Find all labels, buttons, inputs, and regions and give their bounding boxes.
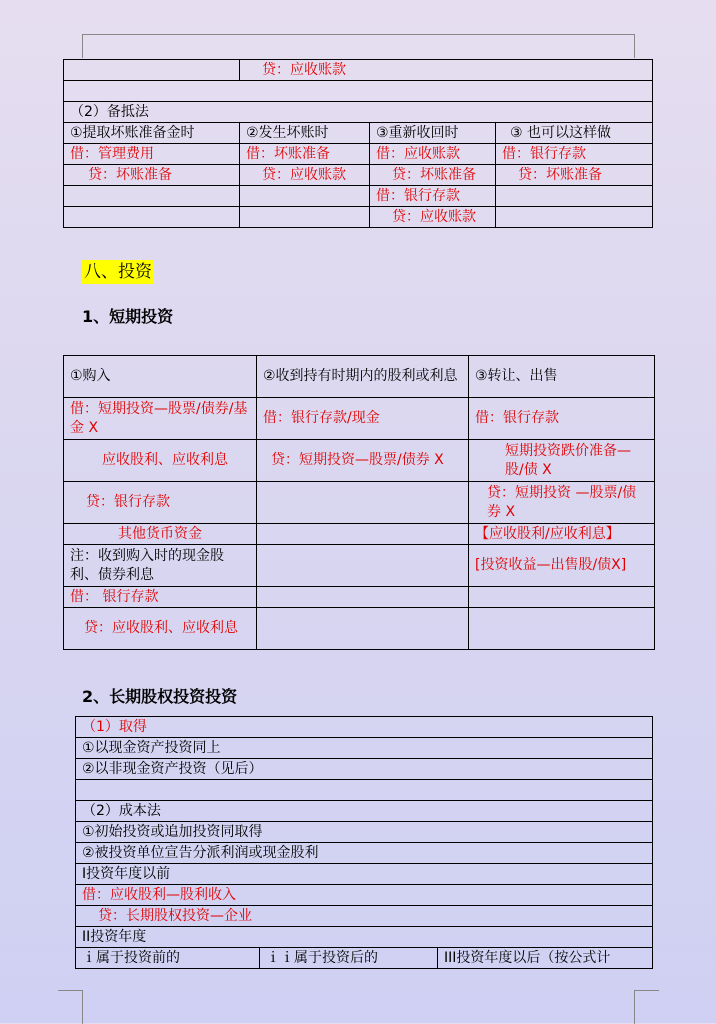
table-row: ①初始投资或追加投资同取得	[76, 822, 653, 843]
table-cell	[257, 482, 469, 524]
table-cell: 借：银行存款	[496, 144, 653, 165]
table-cell: 贷：应收账款	[240, 165, 370, 186]
crop-mark-bottom-left	[58, 990, 83, 1024]
table-cell: 贷：坏账准备	[496, 165, 653, 186]
table-cell: 贷：坏账准备	[64, 165, 240, 186]
table-cell	[257, 545, 469, 587]
table-cell	[257, 524, 469, 545]
table-cell	[469, 587, 655, 608]
table-cell	[257, 608, 469, 650]
crop-mark-top-right	[634, 34, 635, 58]
table-cell: 借：应收账款	[370, 144, 496, 165]
table-cell: 贷：短期投资—股票/债券 X	[257, 440, 469, 482]
short-term-investment-table	[63, 355, 655, 650]
table-cell: 注：收到购入时的现金股利、债券利息	[64, 545, 257, 587]
table-cell: 借：银行存款/现金	[257, 398, 469, 440]
heading-long-term-equity-investment: 2、长期股权投资投资	[82, 687, 238, 706]
column-header: ③重新收回时	[370, 123, 496, 144]
column-header: ③ 也可以这样做	[496, 123, 653, 144]
table-cell	[240, 207, 370, 228]
section-title: （2）备抵法	[64, 102, 653, 123]
table-cell: ⅠⅠⅠ投资年度以后（按公式计	[438, 948, 653, 969]
table-cell	[64, 186, 240, 207]
table-cell: 应收股利、应收利息	[64, 440, 257, 482]
section-heading-investment: 八、投资	[84, 262, 152, 282]
column-header: ②收到持有时期内的股利或利息	[257, 356, 469, 398]
table-row: 贷：长期股权投资—企业	[76, 906, 653, 927]
table-cell	[496, 186, 653, 207]
table-cell	[469, 608, 655, 650]
column-header: ①购入	[64, 356, 257, 398]
heading-short-term-investment: 1、短期投资	[82, 307, 174, 326]
table-cell	[240, 186, 370, 207]
table-cell: 贷：坏账准备	[370, 165, 496, 186]
table-cell: 其他货币资金	[64, 524, 257, 545]
table-cell	[496, 207, 653, 228]
empty-row	[76, 780, 653, 801]
table-cell	[64, 60, 240, 81]
table-cell: 借：银行存款	[469, 398, 655, 440]
crop-mark-top-line	[82, 34, 635, 35]
table-cell	[257, 587, 469, 608]
column-header: ③转让、出售	[469, 356, 655, 398]
empty-row	[64, 81, 653, 102]
column-header: ①提取坏账准备金时	[64, 123, 240, 144]
table-cell: 贷：银行存款	[64, 482, 257, 524]
table-cell: ｉｉ属于投资后的	[260, 948, 438, 969]
table-cell: 贷：短期投资 —股票/债券 X	[469, 482, 655, 524]
table-row: ①以现金资产投资同上	[76, 738, 653, 759]
table-row: ②被投资单位宣告分派利润或现金股利	[76, 843, 653, 864]
table-row: （2）成本法	[76, 801, 653, 822]
table-row: ②以非现金资产投资（见后）	[76, 759, 653, 780]
table-row: （1）取得	[76, 717, 653, 738]
column-header: ②发生坏账时	[240, 123, 370, 144]
table-cell: ｉ属于投资前的	[76, 948, 260, 969]
table-cell	[64, 207, 240, 228]
table-cell: 短期投资跌价准备—股/债 X	[469, 440, 655, 482]
table-cell: 借： 银行存款	[64, 587, 257, 608]
long-term-equity-table	[75, 716, 653, 969]
table-cell: 贷：应收账款	[240, 60, 653, 81]
table-cell: 借：银行存款	[370, 186, 496, 207]
table-cell: 贷：应收账款	[370, 207, 496, 228]
allowance-method-table	[63, 59, 653, 228]
table-cell: 【应收股利/应收利息】	[469, 524, 655, 545]
table-row: Ⅰ投资年度以前	[76, 864, 653, 885]
table-cell: 借：管理费用	[64, 144, 240, 165]
table-row: ⅠⅠ投资年度	[76, 927, 653, 948]
table-cell: 贷：应收股利、应收利息	[64, 608, 257, 650]
table-cell: [投资收益—出售股/债X]	[469, 545, 655, 587]
crop-mark-top-left	[82, 34, 93, 58]
table-cell: 借：短期投资—股票/债券/基金 X	[64, 398, 257, 440]
table-row: 借：应收股利—股利收入	[76, 885, 653, 906]
table-cell: 借：坏账准备	[240, 144, 370, 165]
crop-mark-bottom-right	[634, 990, 659, 1024]
